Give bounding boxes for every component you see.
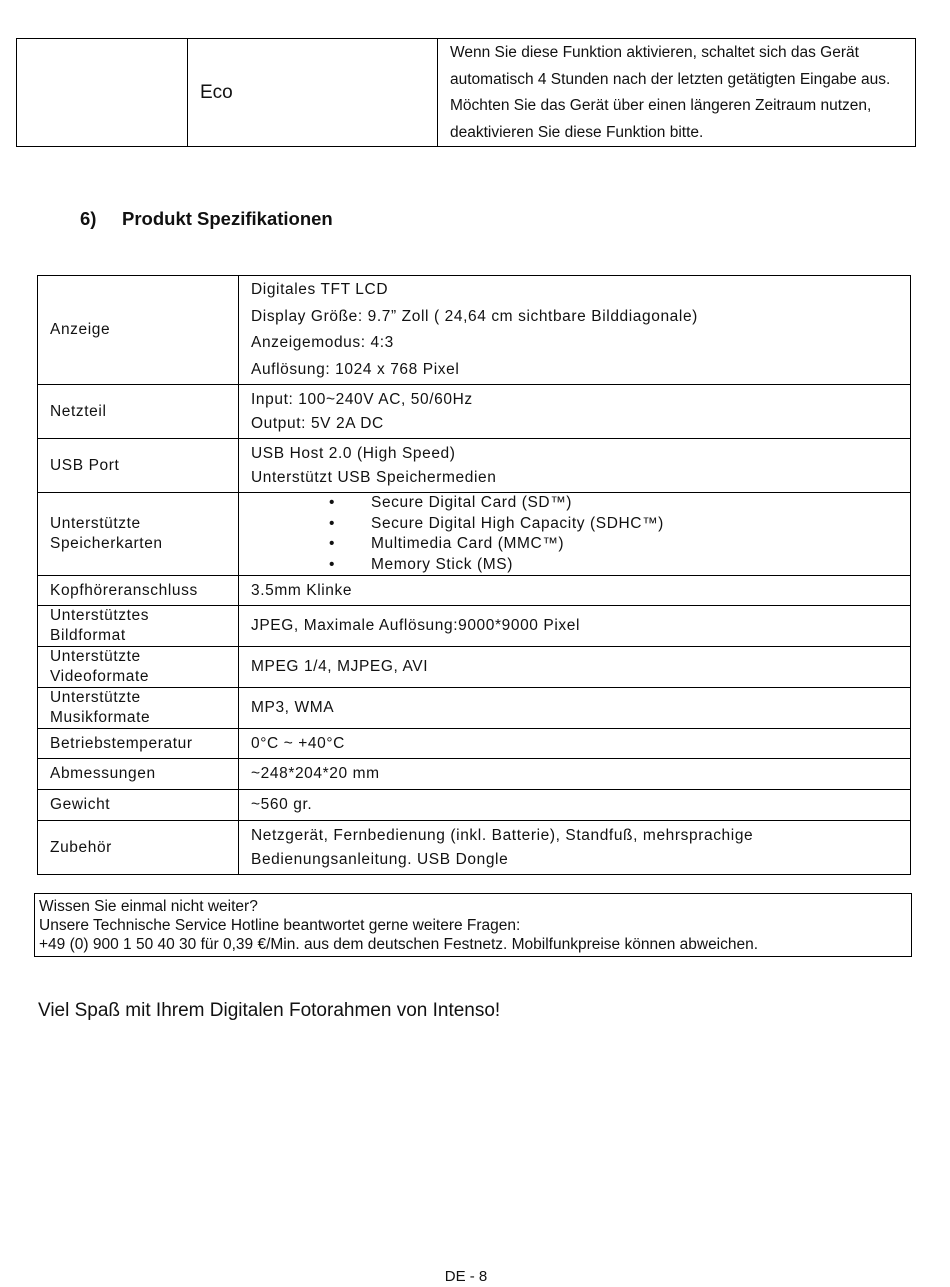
spec-value: MP3, WMA — [239, 688, 911, 729]
spec-value — [239, 276, 911, 385]
spec-row-musikformate — [38, 688, 911, 729]
list-item: • Multimedia Card (MMC™) — [251, 534, 910, 555]
spec-line: Display Größe: 9.7” Zoll ( 24,64 cm sichtbare Bilddiagonale) — [251, 307, 698, 325]
page-number: DE - 8 — [444, 1268, 488, 1285]
closing-text: Viel Spaß mit Ihrem Digitalen Fotorahmen von Intenso! — [38, 1000, 501, 1021]
spec-row-netzteil — [38, 385, 911, 439]
hotline-box — [34, 893, 912, 957]
spec-line: Auflösung: 1024 x 768 Pixel — [251, 360, 460, 378]
section-title: Produkt Spezifikationen — [122, 208, 333, 229]
spec-label: Netzteil — [38, 385, 239, 439]
spec-label: USB Port — [38, 439, 239, 493]
spec-row-speicherkarten — [38, 493, 911, 576]
spec-label-line: Unterstütztes — [50, 607, 150, 624]
spec-label: Anzeige — [38, 276, 239, 385]
spec-row-zubehoer — [38, 821, 911, 875]
spec-value — [239, 385, 911, 439]
spec-line: Unterstützt USB Speichermedien — [251, 468, 497, 486]
hotline-line: Wissen Sie einmal nicht weiter? — [39, 898, 258, 915]
spec-line: Anzeigemodus: 4:3 — [251, 334, 394, 351]
spec-line: Digitales TFT LCD — [251, 281, 389, 298]
eco-table — [16, 38, 916, 147]
hotline-line: Unsere Technische Service Hotline beantwortet gerne weitere Fragen: — [39, 917, 521, 934]
eco-description: Wenn Sie diese Funktion aktivieren, schaltet sich das Gerät automatisch 4 Stunden nach der letzten getätigten Eingabe aus. Möchten Sie das Gerät über einen längeren Zeitraum nutzen, deaktivieren Sie diese Funktion bitte. — [438, 39, 916, 147]
spec-value — [239, 821, 911, 875]
spec-label-line: Speicherkarten — [50, 535, 163, 552]
spec-label-line: Bildformat — [50, 627, 126, 644]
spec-row-bildformat — [38, 606, 911, 647]
spec-line: Input: 100~240V AC, 50/60Hz — [251, 390, 473, 408]
hotline-line: +49 (0) 900 1 50 40 30 für 0,39 €/Min. aus dem deutschen Festnetz. Mobilfunkpreise können abweichen. — [39, 936, 759, 953]
spec-row-anzeige — [38, 276, 911, 385]
spec-value: 3.5mm Klinke — [239, 576, 911, 606]
section-number: 6) — [80, 208, 97, 229]
spec-label: Abmessungen — [38, 759, 239, 790]
spec-label-line: Musikformate — [50, 709, 151, 726]
spec-label — [38, 647, 239, 688]
eco-empty-cell — [17, 39, 188, 147]
eco-row — [17, 39, 916, 147]
section-heading — [80, 208, 333, 230]
spec-value: 0°C ~ +40°C — [239, 729, 911, 759]
spec-label-line: Videoformate — [50, 668, 150, 685]
list-item: • Secure Digital High Capacity (SDHC™) — [251, 514, 910, 535]
spec-value: ~560 gr. — [239, 790, 911, 821]
spec-label: Gewicht — [38, 790, 239, 821]
spec-label-line: Unterstützte — [50, 689, 141, 706]
spec-line: Bedienungsanleitung. USB Dongle — [251, 850, 509, 868]
list-item: • Memory Stick (MS) — [251, 555, 910, 576]
spec-row-usb — [38, 439, 911, 493]
spec-line: USB Host 2.0 (High Speed) — [251, 444, 456, 462]
spec-value: MPEG 1/4, MJPEG, AVI — [239, 647, 911, 688]
spec-row-kopfhoerer — [38, 576, 911, 606]
spec-label-line: Unterstützte — [50, 515, 141, 532]
spec-label: Kopfhöreranschluss — [38, 576, 239, 606]
memory-card-list — [251, 493, 910, 575]
spec-value: JPEG, Maximale Auflösung:9000*9000 Pixel — [239, 606, 911, 647]
spec-label: Zubehör — [38, 821, 239, 875]
spec-row-temperatur — [38, 729, 911, 759]
spec-value — [239, 439, 911, 493]
spec-value: ~248*204*20 mm — [239, 759, 911, 790]
spec-label — [38, 606, 239, 647]
spec-line: Output: 5V 2A DC — [251, 414, 384, 432]
spec-label: Betriebstemperatur — [38, 729, 239, 759]
spec-row-gewicht — [38, 790, 911, 821]
spec-row-abmessungen — [38, 759, 911, 790]
spec-label — [38, 493, 239, 576]
spec-line: Netzgerät, Fernbedienung (inkl. Batterie), Standfuß, mehrsprachige — [251, 826, 754, 844]
list-item: • Secure Digital Card (SD™) — [251, 493, 910, 514]
spec-value — [239, 493, 911, 576]
spec-row-videoformate — [38, 647, 911, 688]
spec-label-line: Unterstützte — [50, 648, 141, 665]
spec-label — [38, 688, 239, 729]
spec-table — [37, 275, 911, 875]
eco-label: Eco — [188, 39, 438, 147]
